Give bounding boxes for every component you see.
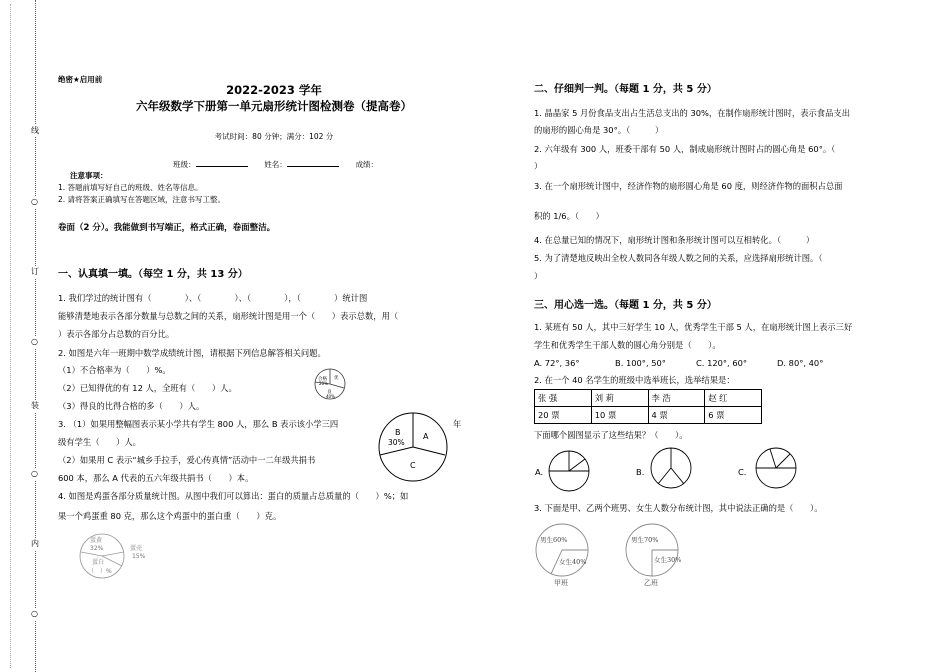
binding-circle-2: ○ <box>31 337 38 346</box>
egg-pie-label-white: 蛋白 <box>92 559 105 566</box>
name-input[interactable] <box>287 157 339 167</box>
s1-q1-line2: 能够清楚地表示各部分数量与总数之间的关系，扇形统计图是用一个（ ）表示总数，用（ <box>58 311 399 321</box>
binding-circle-3: ○ <box>31 469 38 478</box>
egg-pie-label-yolk-pct: 32% <box>90 545 104 552</box>
s3-q1-options <box>534 357 858 369</box>
s2-q3-line2: 积的 1/6。（ ） <box>534 211 604 221</box>
s2-q5-line1: 5. 为了清楚地反映出全校人数同各年级人数之间的关系，应选择扇形统计图。（ <box>534 253 823 263</box>
s1-q3-year: 年 <box>453 419 462 429</box>
vote-table-cell: 李 浩 <box>648 390 705 407</box>
abc-pie-chart <box>377 411 449 483</box>
confidential-label: 绝密★启用前 <box>58 75 103 84</box>
s2-q4: 4. 在总量已知的情况下，扇形统计图和条形统计图可以互相转化。（ ） <box>534 235 815 245</box>
s2-q2-line2: ） <box>534 161 543 171</box>
abc-pie-label-a: A <box>423 432 429 441</box>
vote-table <box>534 389 762 424</box>
s2-q1-line2: 的扇形的圆心角是 30°。（ ） <box>534 125 664 135</box>
s2-q5-line2: ） <box>534 271 543 281</box>
s3-q2-intro: 2. 在一个 40 名学生的班级中选举班长，选举结果是： <box>534 375 735 385</box>
egg-pie-label-white-pct: （ ）% <box>88 568 112 575</box>
abc-pie-label-c: C <box>410 461 416 470</box>
vote-table-value-row <box>535 407 762 424</box>
s1-q2-1: （1）不合格率为（ ）%。 <box>58 365 171 375</box>
vote-table-cell: 刘 莉 <box>591 390 648 407</box>
yi-pie-label-boys: 男生70% <box>631 536 659 544</box>
s1-q3-line3: （2）如果用 C 表示“城乡手拉手，爱心传真情”活动中一二年级共捐书 <box>58 455 316 465</box>
vote-table-cell: 张 强 <box>535 390 592 407</box>
s3-q1-option-c[interactable]: C. 120°, 60° <box>696 358 748 368</box>
s3-q2-option-c-pie[interactable] <box>754 446 798 490</box>
grade-pie-label-liang: 良 <box>327 390 332 395</box>
vote-table-header-row <box>535 390 762 407</box>
binding-circle-1: ○ <box>31 197 38 206</box>
yi-pie-label-girls: 女生30% <box>654 556 682 564</box>
name-label: 姓名： <box>264 160 287 169</box>
abc-pie-label-30: 30% <box>388 438 405 447</box>
s3-q2-option-b-label[interactable]: B. <box>636 467 645 477</box>
egg-pie-label-yolk: 蛋黄 <box>90 537 103 544</box>
s3-q2-question: 下面哪个圆图显示了这些结果？（ ）。 <box>534 430 688 440</box>
section1-heading: 一、认真填一填。（每空 1 分，共 13 分） <box>58 269 248 280</box>
class-input[interactable] <box>196 157 248 167</box>
jia-pie-label-boys: 男生60% <box>540 536 568 544</box>
egg-pie-label-shell: 蛋壳 <box>130 545 143 552</box>
s1-q1-line3: ）表示各部分占总数的百分比。 <box>58 329 175 339</box>
s1-q1-line1: 1. 我们学过的统计图有（ ）、（ ）、（ ），（ ）统计图 <box>58 293 368 303</box>
s2-q3-line1: 3. 在一个扇形统计图中，经济作物的扇形圆心角是 60 度，则经济作物的面积占总面 <box>534 181 843 191</box>
exam-time-info: 考试时间：80 分钟；满分：102 分 <box>214 132 334 141</box>
grade-pie-label-20: 20% <box>319 381 328 386</box>
s3-q2-option-a-pie[interactable] <box>547 449 591 493</box>
s3-q1-line1: 1. 某班有 50 人，其中三好学生 10 人，优秀学生干部 5 人，在扇形统计图上表示三好 <box>534 322 853 332</box>
egg-pie-chart <box>78 530 158 582</box>
score-label: 成绩： <box>355 160 379 169</box>
s1-q3-line1: 3. （1）如果用整幅图表示某小学共有学生 800 人，那么 B 表示该小学三四 <box>58 419 339 429</box>
abc-pie-label-b: B <box>395 428 401 437</box>
s1-q4-line2: 果一个鸡蛋重 80 克，那么这个鸡蛋中的蛋白重（ ）克。 <box>58 511 282 521</box>
s3-q1-option-b[interactable]: B. 100°, 50° <box>615 358 666 368</box>
s3-q3-intro: 3. 下面是甲、乙两个班男、女生人数分布统计图，其中说法正确的是（ ）。 <box>534 503 823 513</box>
s1-q2-intro: 2. 如图是六年一班期中数学成绩统计图，请根据下列信息解答相关问题。 <box>58 348 326 358</box>
jia-class-pie <box>530 520 596 590</box>
binding-char-ding: 订 <box>31 267 39 276</box>
vote-table-cell: 赵 红 <box>705 390 762 407</box>
vote-table-cell: 10 票 <box>591 407 648 424</box>
section3-heading: 三、用心选一选。（每题 1 分，共 5 分） <box>534 300 717 311</box>
exam-year: 2022-2023 学年 <box>226 83 322 97</box>
jia-pie-label-girls: 女生40% <box>559 558 587 566</box>
binding-char-zhuang: 装 <box>31 401 39 410</box>
s3-q1-option-a[interactable]: A. 72°, 36° <box>534 358 580 368</box>
s1-q4-line1: 4. 如图是鸡蛋各部分质量统计图。从图中我们可以算出：蛋白的质量占总质量的（ ）%；如 <box>58 491 409 501</box>
exam-title: 六年级数学下册第一单元扇形统计图检测卷（提高卷） <box>136 99 412 113</box>
s1-q2-3: （3）得良的比得合格的多（ ）人。 <box>58 401 205 411</box>
egg-pie-label-shell-pct: 15% <box>132 553 146 560</box>
s3-q2-option-a-label[interactable]: A. <box>535 467 544 477</box>
s2-q2-line1: 2. 六年级有 300 人，班委干部有 50 人，制成扇形统计图时占的圆心角是 60°。（ <box>534 144 836 154</box>
class-label: 班级： <box>173 160 196 169</box>
grade-pie-label-40: 40% <box>326 394 335 399</box>
vote-table-cell: 4 票 <box>648 407 705 424</box>
yi-pie-name: 乙班 <box>644 579 658 587</box>
section2-heading: 二、仔细判一判。（每题 1 分，共 5 分） <box>534 84 717 95</box>
s3-q2-option-b-pie[interactable] <box>649 446 693 490</box>
vote-table-cell: 6 票 <box>705 407 762 424</box>
vote-table-cell: 20 票 <box>535 407 592 424</box>
grade-pie-chart <box>313 362 347 408</box>
yi-class-pie <box>620 520 686 590</box>
binding-char-nei: 内 <box>31 539 39 548</box>
binding-circle-4: ○ <box>31 609 38 618</box>
s3-q1-line2: 学生和优秀学生干部人数的圆心角分别是（ ）。 <box>534 340 721 350</box>
notes-title: 注意事项： <box>70 171 108 180</box>
s2-q1-line1: 1. 晶晶家 5 月份食品支出占生活总支出的 30%，在制作扇形统计图时，表示食品支出 <box>534 108 850 118</box>
grade-pie-label-you: 优 <box>334 376 339 381</box>
neatness-statement: 卷面（2 分）。我能做到书写端正，格式正确，卷面整洁。 <box>58 223 276 233</box>
s1-q3-line4: 600 本，那么 A 代表的五六年级共捐书（ ）本。 <box>58 473 254 483</box>
s1-q3-line2: 级有学生（ ）人。 <box>58 437 141 447</box>
s3-q1-option-d[interactable]: D. 80°, 40° <box>777 358 824 368</box>
note-1: 1. 答题前填写好自己的班级、姓名等信息。 <box>58 183 203 192</box>
s3-q2-option-c-label[interactable]: C. <box>738 467 747 477</box>
binding-char-xian: 线 <box>31 126 39 135</box>
grade-pie-label-hege: 合格 <box>318 377 327 382</box>
s1-q2-2: （2）已知得优的有 12 人，全班有（ ）人。 <box>58 383 237 393</box>
note-2: 2. 请将答案正确填写在答题区域，注意书写工整。 <box>58 195 226 204</box>
student-info-row <box>173 157 378 171</box>
jia-pie-name: 甲班 <box>554 579 568 587</box>
